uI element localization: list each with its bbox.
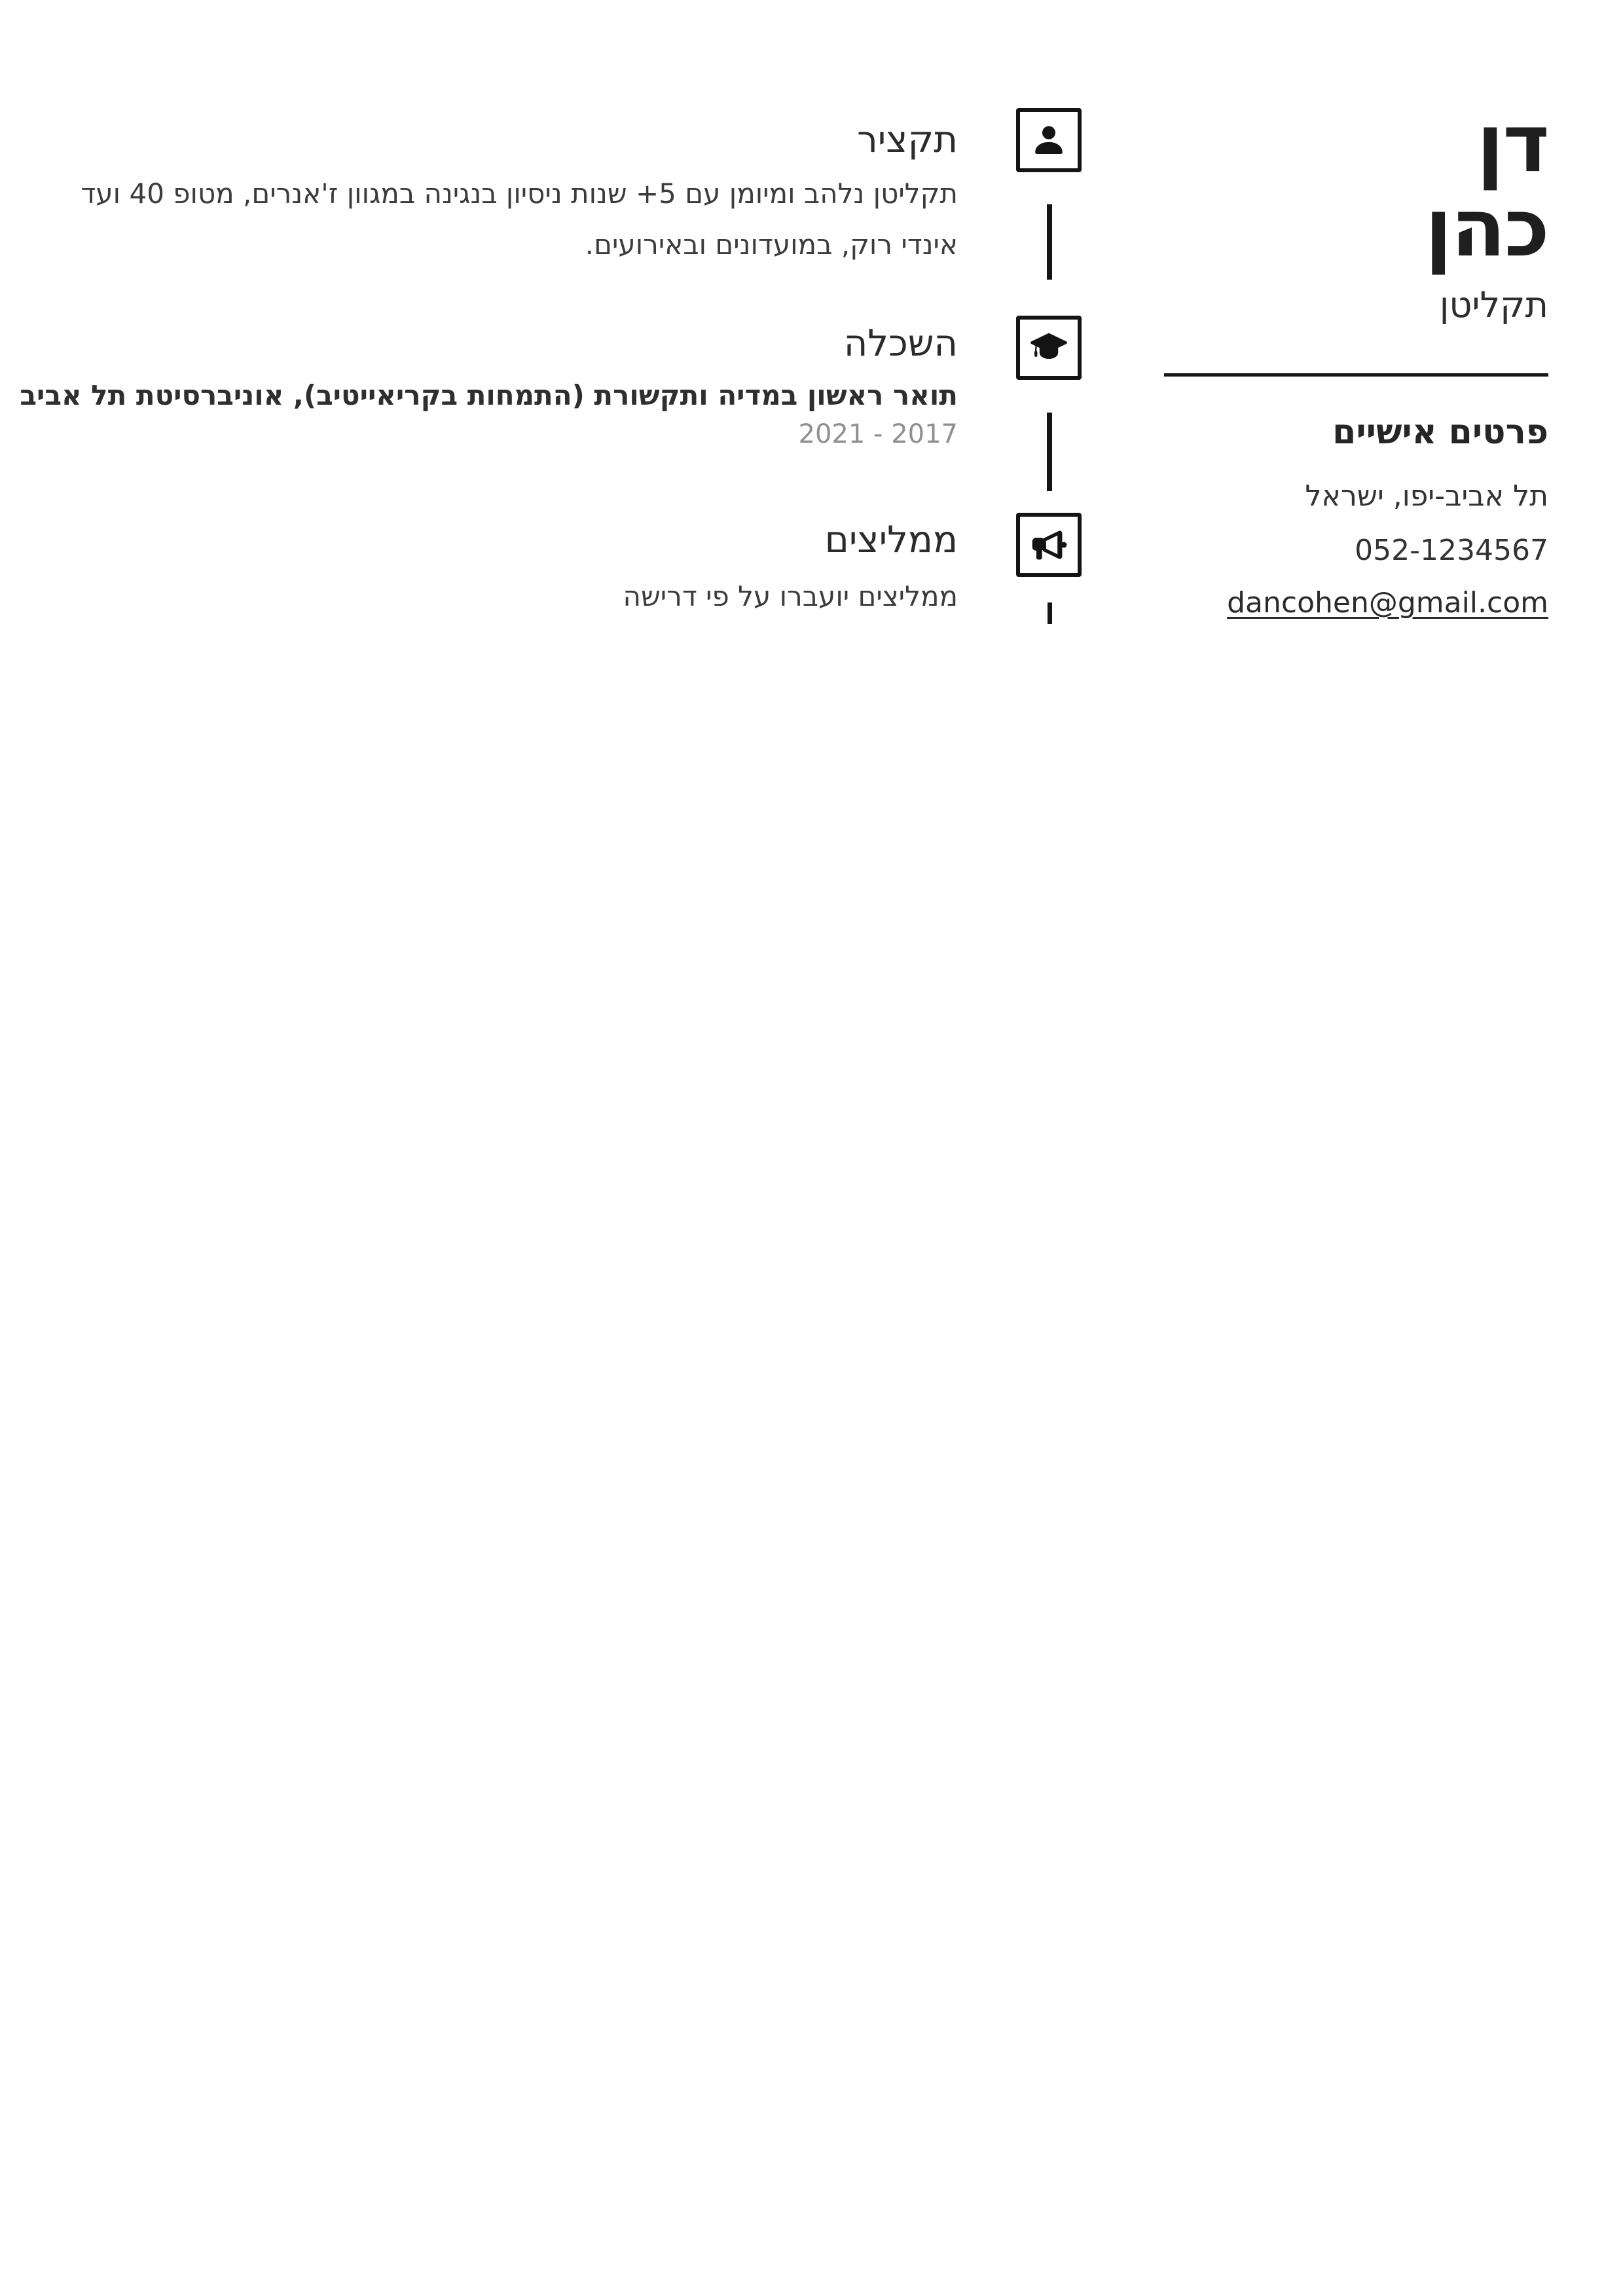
last-name: כהן [1425,181,1548,274]
first-name: דן [1476,97,1548,190]
megaphone-icon [1029,525,1069,565]
summary-icon-box [1016,108,1082,172]
timeline-connector [1047,413,1052,491]
contact-phone: 052-1234567 [1355,534,1548,567]
graduation-cap-icon [1027,327,1070,368]
references-icon-box [1016,513,1082,577]
email-link[interactable]: dancohen@gmail.com [1227,586,1548,620]
sidebar-divider [1164,373,1548,377]
education-icon-box [1016,316,1082,380]
timeline-connector [1047,204,1052,280]
job-title: תקליטן [1439,284,1548,325]
education-dates: 2017 - 2021 [798,419,958,449]
personal-details-title: פרטים אישיים [1332,413,1548,452]
education-degree: תואר ראשון במדיה ותקשורת (התמחות בקריאייטיב), אוניברסיטת תל אביב [20,379,958,411]
references-section-title: ממליצים [824,519,958,561]
contact-location: תל אביב-יפו, ישראל [1305,479,1548,513]
person-name [1164,97,1548,274]
summary-section-title: תקציר [857,119,958,161]
contact-email [1164,585,1548,621]
person-icon [1030,121,1068,159]
summary-text: תקליטן נלהב ומיומן עם 5+ שנות ניסיון בנגינה במגוון ז'אנרים, מטופ 40 ועד אינדי רוק, במועדונים ובאירועים. [81,177,958,261]
education-section-title: השכלה [843,322,958,365]
references-text: ממליצים יועברו על פי דרישה [623,580,958,612]
timeline-connector [1048,602,1052,624]
